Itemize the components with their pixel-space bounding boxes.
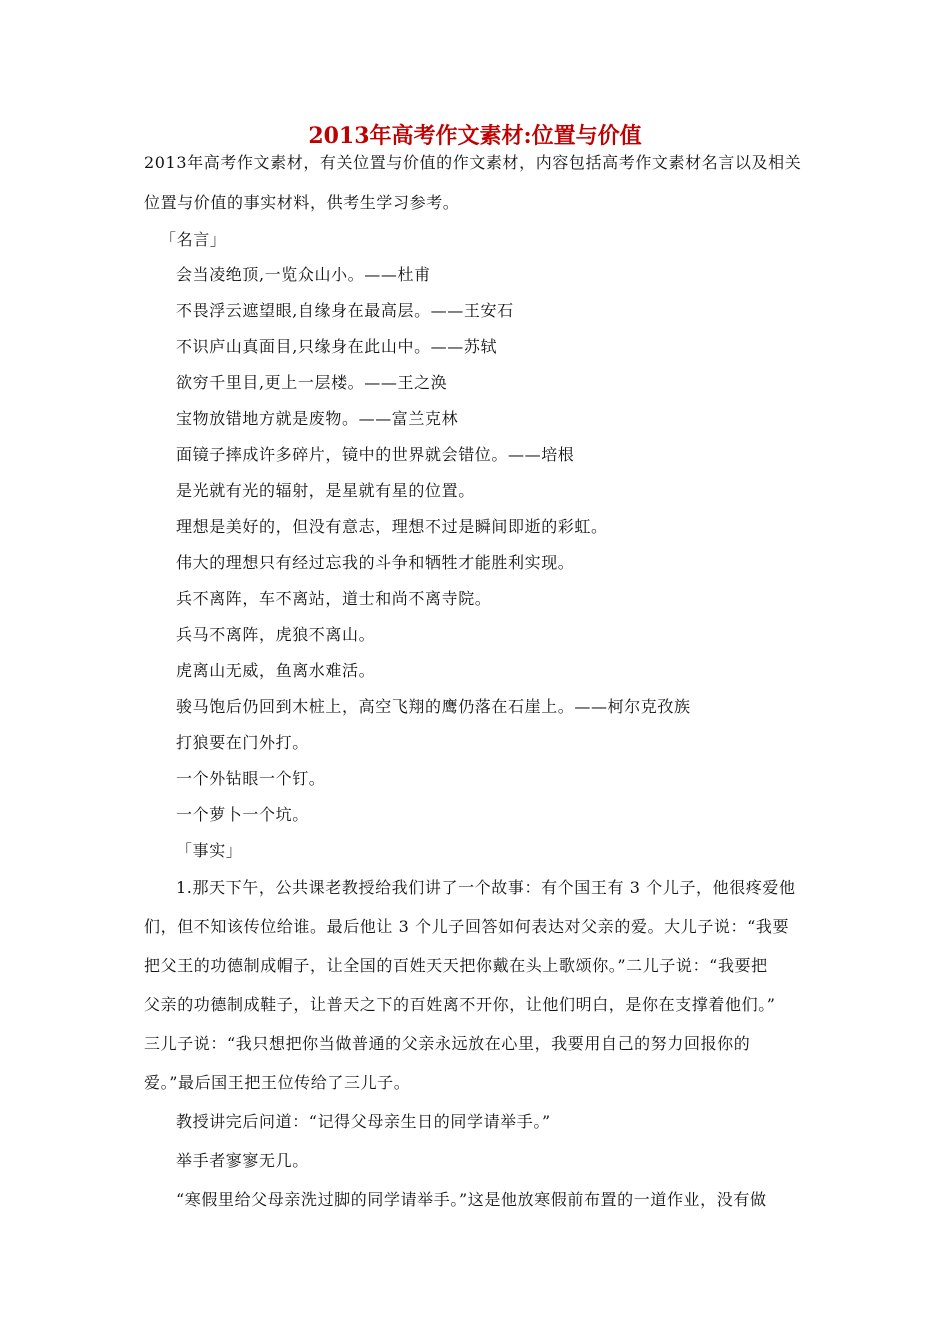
quote-item: 欲穷千里目,更上一层楼。——王之涣 — [176, 373, 448, 392]
quote-item: 兵马不离阵，虎狼不离山。 — [176, 625, 376, 644]
fact-line: 把父王的功德制成帽子，让全国的百姓天天把你戴在头上歌颂你。”二儿子说：“我要把 — [144, 956, 768, 975]
quotes-heading: 「名言」 — [160, 230, 227, 249]
fact-line: 父亲的功德制成鞋子，让普天之下的百姓离不开你，让他们明白，是你在支撑着他们。” — [144, 995, 776, 1014]
quote-item: 是光就有光的辐射，是星就有星的位置。 — [176, 481, 475, 500]
quote-item: 理想是美好的，但没有意志，理想不过是瞬间即逝的彩虹。 — [176, 517, 608, 536]
fact-line: 爱。”最后国王把王位传给了三儿子。 — [144, 1073, 411, 1092]
facts-heading: 「事实」 — [176, 841, 243, 860]
quote-item: 会当凌绝顶,一览众山小。——杜甫 — [176, 265, 431, 284]
quote-item: 宝物放错地方就是废物。——富兰克林 — [176, 409, 459, 428]
fact-line: 1.那天下午，公共课老教授给我们讲了一个故事：有个国王有 3 个儿子，他很疼爱他 — [176, 878, 796, 897]
quote-item: 虎离山无威，鱼离水难活。 — [176, 661, 376, 680]
intro-line-1: 2013年高考作文素材，有关位置与价值的作文素材，内容包括高考作文素材名言以及相关 — [144, 153, 802, 172]
paragraph: “寒假里给父母亲洗过脚的同学请举手。”这是他放寒假前布置的一道作业，没有做 — [176, 1190, 767, 1209]
intro-line-2: 位置与价值的事实材料，供考生学习参考。 — [144, 193, 460, 212]
quote-item: 一个外钻眼一个钉。 — [176, 769, 326, 788]
quote-item: 骏马饱后仍回到木桩上，高空飞翔的鹰仍落在石崖上。——柯尔克孜族 — [176, 697, 691, 716]
paragraph: 教授讲完后问道：“记得父母亲生日的同学请举手。” — [176, 1112, 551, 1131]
document-title: 2013年高考作文素材:位置与价值 — [308, 123, 642, 149]
fact-line: 三儿子说：“我只想把你当做普通的父亲永远放在心里，我要用自己的努力回报你的 — [144, 1034, 751, 1053]
quote-item: 不识庐山真面目,只缘身在此山中。——苏轼 — [176, 337, 498, 356]
quote-item: 一个萝卜一个坑。 — [176, 805, 309, 824]
quote-item: 不畏浮云遮望眼,自缘身在最高层。——王安石 — [176, 301, 514, 320]
fact-line: 们，但不知该传位给谁。最后他让 3 个儿子回答如何表达对父亲的爱。大儿子说：“我要 — [144, 917, 790, 936]
quote-item: 打狼要在门外打。 — [176, 733, 309, 752]
paragraph: 举手者寥寥无几。 — [176, 1151, 309, 1170]
quote-item: 面镜子摔成许多碎片，镜中的世界就会错位。——培根 — [176, 445, 575, 464]
quote-item: 伟大的理想只有经过忘我的斗争和牺牲才能胜利实现。 — [176, 553, 575, 572]
quote-item: 兵不离阵，车不离站，道士和尚不离寺院。 — [176, 589, 492, 608]
